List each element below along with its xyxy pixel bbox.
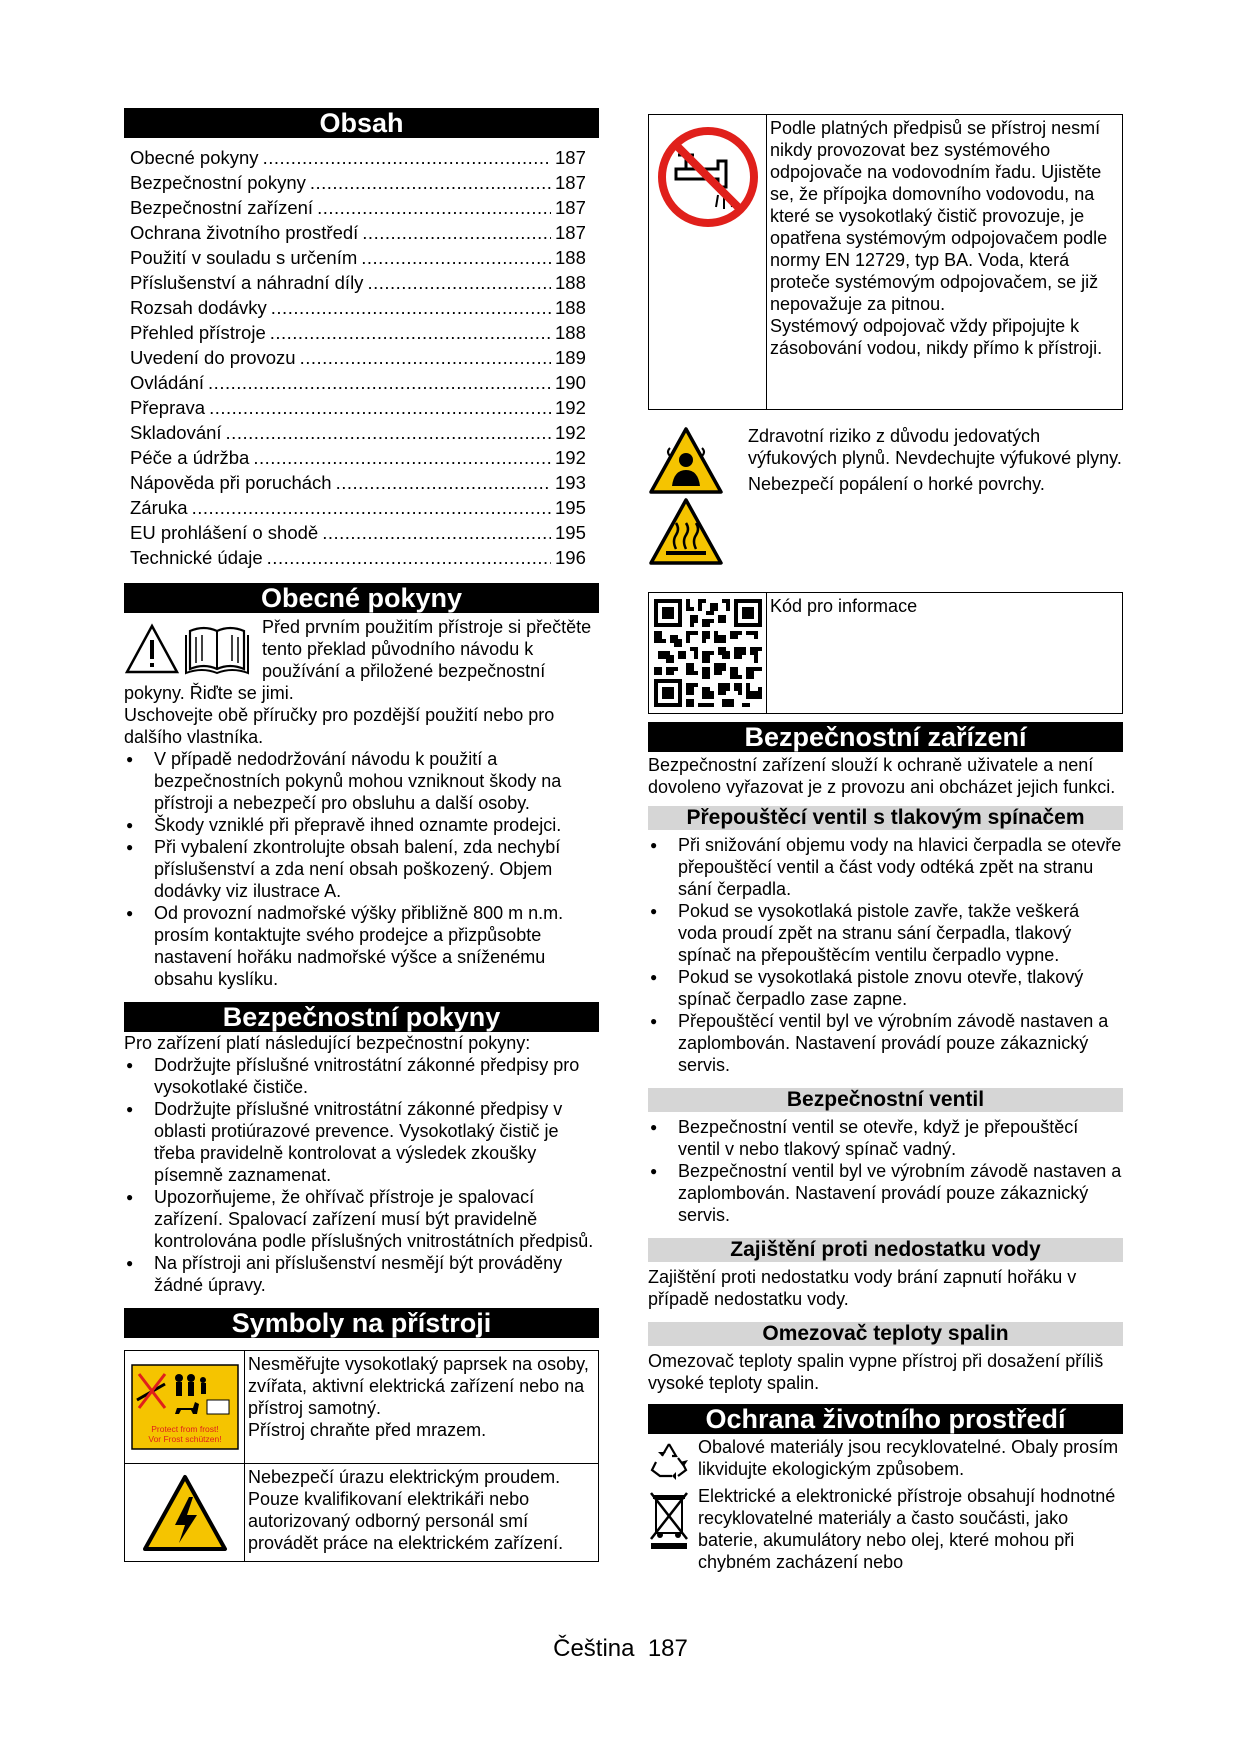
safety-bullets <box>124 1054 599 1296</box>
safety-intro: Pro zařízení platí následující bezpečnostní pokyny: <box>124 1033 531 1053</box>
overflow-bullets <box>648 834 1123 1076</box>
list-item: ● Dodržujte příslušné vnitrostátní zákonné předpisy pro vysokotlaké čističe. <box>124 1054 599 1098</box>
toc-entry-page: 189 <box>555 347 586 368</box>
toc-leader-dots <box>192 497 551 519</box>
toc-leader-dots <box>271 297 551 319</box>
hot-surface-row <box>648 474 1123 572</box>
toc-entry-page: 192 <box>555 397 586 418</box>
toc-entry <box>124 294 599 319</box>
page-footer <box>0 1635 1241 1662</box>
safety-valve-bullets <box>648 1116 1123 1226</box>
hot-surface-warning-icon <box>648 497 724 567</box>
water-separator-text: Podle platných předpisů se přístroj nesmí nikdy provozovat bez systémového odpojovače na vodovodním řadu. Ujistěte se, že přípojka domovního vodovodu, na které se vysokotlaký čistič provozuje, je opatřena systémovým odpojovačem podle normy EN 12729, typ BA. Voda, která proteče systémovým odpojovačem, se již nepovažuje za pitnou. <box>770 118 1108 314</box>
list-item: ● Dodržujte příslušné vnitrostátní zákonné předpisy v oblasti protiúrazové prevence. Vysokotlaký čistič je třeba pravidelně kontrolovat a výsledek zkoušky písemně zaznamenat. <box>124 1098 599 1186</box>
toc-entry-page: 192 <box>555 447 586 468</box>
safety-section <box>124 1032 599 1296</box>
water-shortage-title: Zajištění proti nedostatku vody <box>648 1238 1123 1262</box>
toc-entry-label: Ochrana životního prostředí <box>130 222 359 243</box>
toc-entry-page: 190 <box>555 372 586 393</box>
toc-entry <box>124 469 599 494</box>
toc-entry-page: 188 <box>555 272 586 293</box>
toc-leader-dots <box>322 522 551 544</box>
right-column <box>648 114 1123 1573</box>
symbol-jet-text: Nesměřujte vysokotlaký paprsek na osoby, zvířata, aktivní elektrická zařízení nebo na přístroj samotný. <box>248 1354 589 1418</box>
toc-entry-label: Použití v souladu s určením <box>130 247 358 268</box>
exhaust-temp-text: Omezovač teploty spalin vypne přístroj při dosažení příliš vysoké teploty spalin. <box>648 1351 1104 1393</box>
toc-entry-label: EU prohlášení o shodě <box>130 522 319 543</box>
toc-leader-dots <box>209 397 551 419</box>
toc-entry <box>124 194 599 219</box>
toc-leader-dots <box>362 222 551 244</box>
overflow-valve-title: Přepouštěcí ventil s tlakovým spínačem <box>648 806 1123 830</box>
toc-entry-page: 195 <box>555 497 586 518</box>
qr-code-icon[interactable] <box>654 599 762 707</box>
toc-entry-page: 188 <box>555 247 586 268</box>
toc-title: Obsah <box>124 108 599 138</box>
toc-leader-dots <box>263 147 551 169</box>
list-item: ● Od provozní nadmořské výšky přibližně 800 m n.m. prosím kontaktujte svého prodejce a přizpůsobte nastavení hořáku nadmořské výšce a sníženému obsahu kyslíku. <box>124 902 599 990</box>
weee-text: Elektrické a elektronické přístroje obsahují hodnotné recyklovatelné materiály a často součásti, jako baterie, akumulátory nebo olej, které mohou při chybném zacházení nebo <box>698 1486 1116 1572</box>
qr-text: Kód pro informace <box>770 596 918 616</box>
general-section <box>124 616 599 990</box>
toc-entry-label: Skladování <box>130 422 222 443</box>
toc-entry <box>124 444 599 469</box>
list-item: ● Na přístroji ani příslušenství nesmějí být prováděny žádné úpravy. <box>124 1252 599 1296</box>
toc-entry-label: Rozsah dodávky <box>130 297 267 318</box>
toc-leader-dots <box>310 172 551 194</box>
list-item: ● Bezpečnostní ventil se otevře, když je přepouštěcí ventil v nebo tlakový spínač vadný. <box>648 1116 1123 1160</box>
symbols-title: Symboly na přístroji <box>124 1308 599 1338</box>
toc-entry <box>124 369 599 394</box>
toc-entry-page: 192 <box>555 422 586 443</box>
toc-entry-label: Příslušenství a náhradní díly <box>130 272 364 293</box>
toc-leader-dots <box>336 472 551 494</box>
no-spray-frost-label-icon <box>131 1364 239 1450</box>
toc-entry <box>124 544 599 569</box>
toc-entry <box>124 494 599 519</box>
toc-entry-label: Nápověda při poruchách <box>130 472 332 493</box>
water-separator-text-2: Systémový odpojovač vždy připojujte k zásobování vodou, nikdy přímo k přístroji. <box>770 316 1103 358</box>
symbol-row-electric <box>124 1464 599 1562</box>
symbol-electric-text: Nebezpečí úrazu elektrickým proudem. Pouze kvalifikovaní elektrikáři nebo autorizovaný odborný personál smí provádět práce na elektrickém zařízení. <box>248 1467 564 1553</box>
devices-title: Bezpečnostní zařízení <box>648 722 1123 752</box>
toc-entry <box>124 169 599 194</box>
toc-list <box>124 144 599 569</box>
manual-book-icon <box>184 623 250 675</box>
toc-entry <box>124 219 599 244</box>
toc-entry <box>124 319 599 344</box>
toc-entry-label: Bezpečnostní pokyny <box>130 172 306 193</box>
environment-title: Ochrana životního prostředí <box>648 1404 1123 1434</box>
toc-leader-dots <box>367 272 551 294</box>
recycling-icon <box>648 1440 690 1480</box>
toc-leader-dots <box>226 422 551 444</box>
qr-box <box>648 592 1123 714</box>
list-item: ● Škody vzniklé při přepravě ihned oznamte prodejci. <box>124 814 599 836</box>
footer-language: Čeština <box>553 1635 635 1662</box>
toc-entry-label: Péče a údržba <box>130 447 250 468</box>
crossed-bin-icon <box>648 1489 690 1551</box>
toc-entry-label: Přeprava <box>130 397 206 418</box>
warning-triangle-icon <box>124 623 180 675</box>
toc-leader-dots <box>317 197 551 219</box>
toc-entry-label: Uvedení do provozu <box>130 347 296 368</box>
toc-entry <box>124 419 599 444</box>
toc-entry-page: 187 <box>555 222 586 243</box>
page-number: 187 <box>647 1635 688 1662</box>
safety-valve-title: Bezpečnostní ventil <box>648 1088 1123 1112</box>
list-item: ● Při snižování objemu vody na hlavici čerpadla se otevře přepouštěcí ventil a část vody odtéká zpět na stranu sání čerpadla. <box>648 834 1123 900</box>
toc-entry-label: Ovládání <box>130 372 205 393</box>
electric-shock-warning-icon <box>141 1473 229 1553</box>
toc-leader-dots <box>300 347 551 369</box>
toc-entry <box>124 244 599 269</box>
left-column <box>124 108 599 1562</box>
toc-entry <box>124 144 599 169</box>
toc-entry-page: 187 <box>555 197 586 218</box>
toc-entry <box>124 394 599 419</box>
hot-surface-text: Nebezpečí popálení o horké povrchy. <box>748 474 1045 494</box>
toc-entry <box>124 344 599 369</box>
toc-entry-label: Přehled přístroje <box>130 322 266 343</box>
list-item: ● Upozorňujeme, že ohřívač přístroje je spalovací zařízení. Spalovací zařízení musí být pravidelně kontrolována podle příslušných vnitrostátních předpisů. <box>124 1186 599 1252</box>
toc-entry <box>124 269 599 294</box>
toxic-fumes-warning-icon <box>648 426 724 496</box>
toc-leader-dots <box>267 547 551 569</box>
toc-entry-page: 193 <box>555 472 586 493</box>
frost-label-de: Vor Frost schützen! <box>147 1434 222 1444</box>
weee-row <box>648 1485 1123 1573</box>
symbol-frost-text: Přístroj chraňte před mrazem. <box>248 1420 487 1440</box>
toc-entry-label: Technické údaje <box>130 547 263 568</box>
general-intro: Před prvním použitím přístroje si přečtěte tento překlad původního návodu k používání a přiložené bezpečnostní pokyny. Řiďte se jimi. <box>124 617 592 703</box>
recycle-row <box>648 1436 1123 1485</box>
toc-entry <box>124 519 599 544</box>
toc-entry-page: 195 <box>555 522 586 543</box>
frost-label-en: Protect from frost! <box>150 1424 219 1434</box>
toc-leader-dots <box>208 372 551 394</box>
general-keep: Uschovejte obě příručky pro pozdější použití nebo pro dalšího vlastníka. <box>124 705 555 747</box>
toc-entry-page: 187 <box>555 172 586 193</box>
list-item: ● Pokud se vysokotlaká pistole zavře, takže veškerá voda proudí zpět na stranu sání čerpadla, tlakový spínač na přepouštěcím ventilu čerpadlo vypne. <box>648 900 1123 966</box>
toc-leader-dots <box>361 247 551 269</box>
toc-entry-label: Obecné pokyny <box>130 147 259 168</box>
water-separator-box <box>648 114 1123 410</box>
toc-entry-page: 188 <box>555 297 586 318</box>
toc-entry-page: 196 <box>555 547 586 568</box>
water-shortage-text: Zajištění proti nedostatku vody brání zapnutí hořáku v případě nedostatku vody. <box>648 1267 1077 1309</box>
toc-entry-page: 187 <box>555 147 586 168</box>
general-title: Obecné pokyny <box>124 583 599 613</box>
toc-leader-dots <box>253 447 551 469</box>
no-drinking-water-connection-icon <box>656 125 760 229</box>
list-item: ● Přepouštěcí ventil byl ve výrobním závodě nastaven a zaplombován. Nastavení provádí pouze zákaznický servis. <box>648 1010 1123 1076</box>
symbol-row-jet <box>124 1350 599 1464</box>
list-item: ● Pokud se vysokotlaká pistole znovu otevře, tlakový spínač čerpadlo zase zapne. <box>648 966 1123 1010</box>
toc-entry-label: Záruka <box>130 497 188 518</box>
toc-leader-dots <box>270 322 551 344</box>
safety-title: Bezpečnostní pokyny <box>124 1002 599 1032</box>
toc-entry-page: 188 <box>555 322 586 343</box>
general-bullets <box>124 748 599 990</box>
list-item: ● V případě nedodržování návodu k použití a bezpečnostních pokynů mohou vzniknout škody na přístroji a nebezpečí pro obsluhu a další osoby. <box>124 748 599 814</box>
toc-entry-label: Bezpečnostní zařízení <box>130 197 314 218</box>
devices-intro: Bezpečnostní zařízení slouží k ochraně uživatele a není dovoleno vyřazovat je z provozu ani obcházet jejich funkci. <box>648 755 1116 797</box>
fumes-text: Zdravotní riziko z důvodu jedovatých výfukových plynů. Nevdechujte výfukové plyny. <box>748 426 1122 468</box>
list-item: ● Bezpečnostní ventil byl ve výrobním závodě nastaven a zaplombován. Nastavení provádí pouze zákaznický servis. <box>648 1160 1123 1226</box>
exhaust-temp-title: Omezovač teploty spalin <box>648 1322 1123 1346</box>
recycle-text: Obalové materiály jsou recyklovatelné. Obaly prosím likvidujte ekologickým způsobem. <box>698 1437 1119 1479</box>
list-item: ● Při vybalení zkontrolujte obsah balení, zda nechybí příslušenství a zda není obsah poškozený. Objem dodávky viz ilustrace A. <box>124 836 599 902</box>
